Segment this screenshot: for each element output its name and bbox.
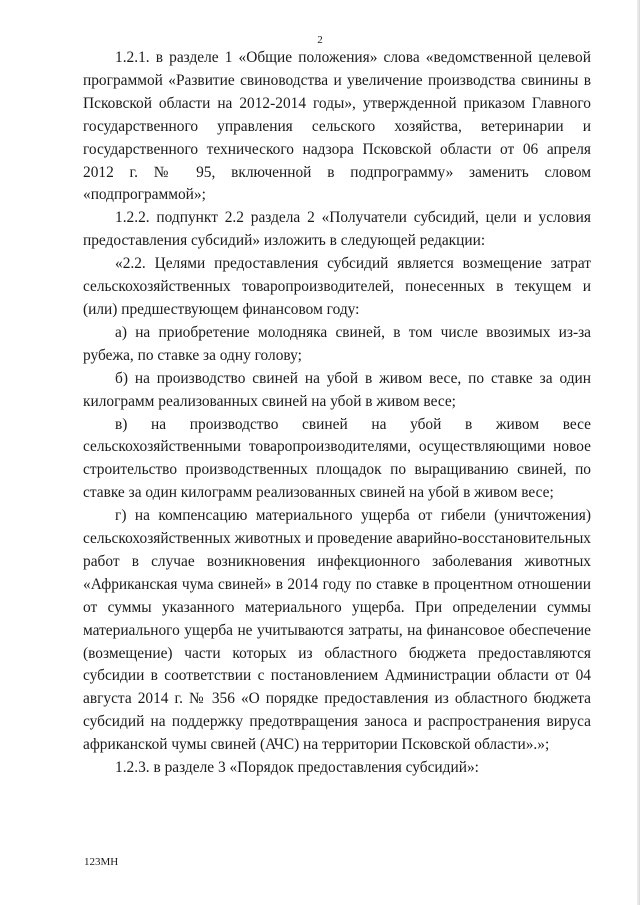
paragraph-2-2: «2.2. Целями предоставления субсидий является возмещение затрат сельскохозяйственных товаропроизводителей, понесенных в текущем и (или) предшествующем финансовом году: [83,255,591,318]
footer-code: 123МН [84,856,119,868]
paragraph-item-v: в) на производство свиней на убой в живом весе сельскохозяйственными товаропроизводителями, осуществляющими новое строительство производственных площадок по выращиванию свиней, по ставке за один килограмм реализованных свиней на убой в живом весе; [83,415,591,502]
paragraph-item-g: г) на компенсацию материального ущерба от гибели (уничтожения) сельскохозяйственных животных и проведение аварийно-восстановительных работ в случае возникновения инфекционного заболевания животных «Африканская чума свиней» в 2014 году по ставке в процентном отношении от суммы указанного материального ущерба. При определении суммы материального ущерба не учитываются затраты, на финансовое обеспечение (возмещение) части которых из областного бюджета предоставляются субсидии в соответствии с постановлением Администрации области от 04 августа 2014 г. № 356 «О порядке предоставления из областного бюджета субсидий на поддержку предотвращения заноса и распространения вируса африканской чумы свиней (АЧС) на территории Псковской области».»; [83,507,591,754]
paragraph-1-2-2: 1.2.2. подпункт 2.2 раздела 2 «Получатели субсидий, цели и условия предоставления субсидий» изложить в следующей редакции: [83,209,591,250]
paragraph-item-a: а) на приобретение молодняка свиней, в том числе ввозимых из-за рубежа, по ставке за одну голову; [83,323,591,364]
paragraph-1-2-3: 1.2.3. в разделе 3 «Порядок предоставления субсидий»: [115,759,479,777]
paragraph-1-2-1: 1.2.1. в разделе 1 «Общие положения» слова «ведомственной целевой программой «Развитие свиноводства и увеличение производства свинины в Псковской области на 2012-2014 годы», утвержденной приказом Главного государственного управления сельского хозяйства, ветеринарии и государственного технического надзора Псковской области от 06 апреля 2012 г. № 95, включенной в подпрограмму» заменить словом «подпрограммой»; [83,49,591,204]
page-number: 2 [317,34,323,46]
paragraph-item-b: б) на производство свиней на убой в живом весе, по ставке за один килограмм реализованных свиней на убой в живом весе; [83,369,591,410]
document-body [83,47,591,780]
